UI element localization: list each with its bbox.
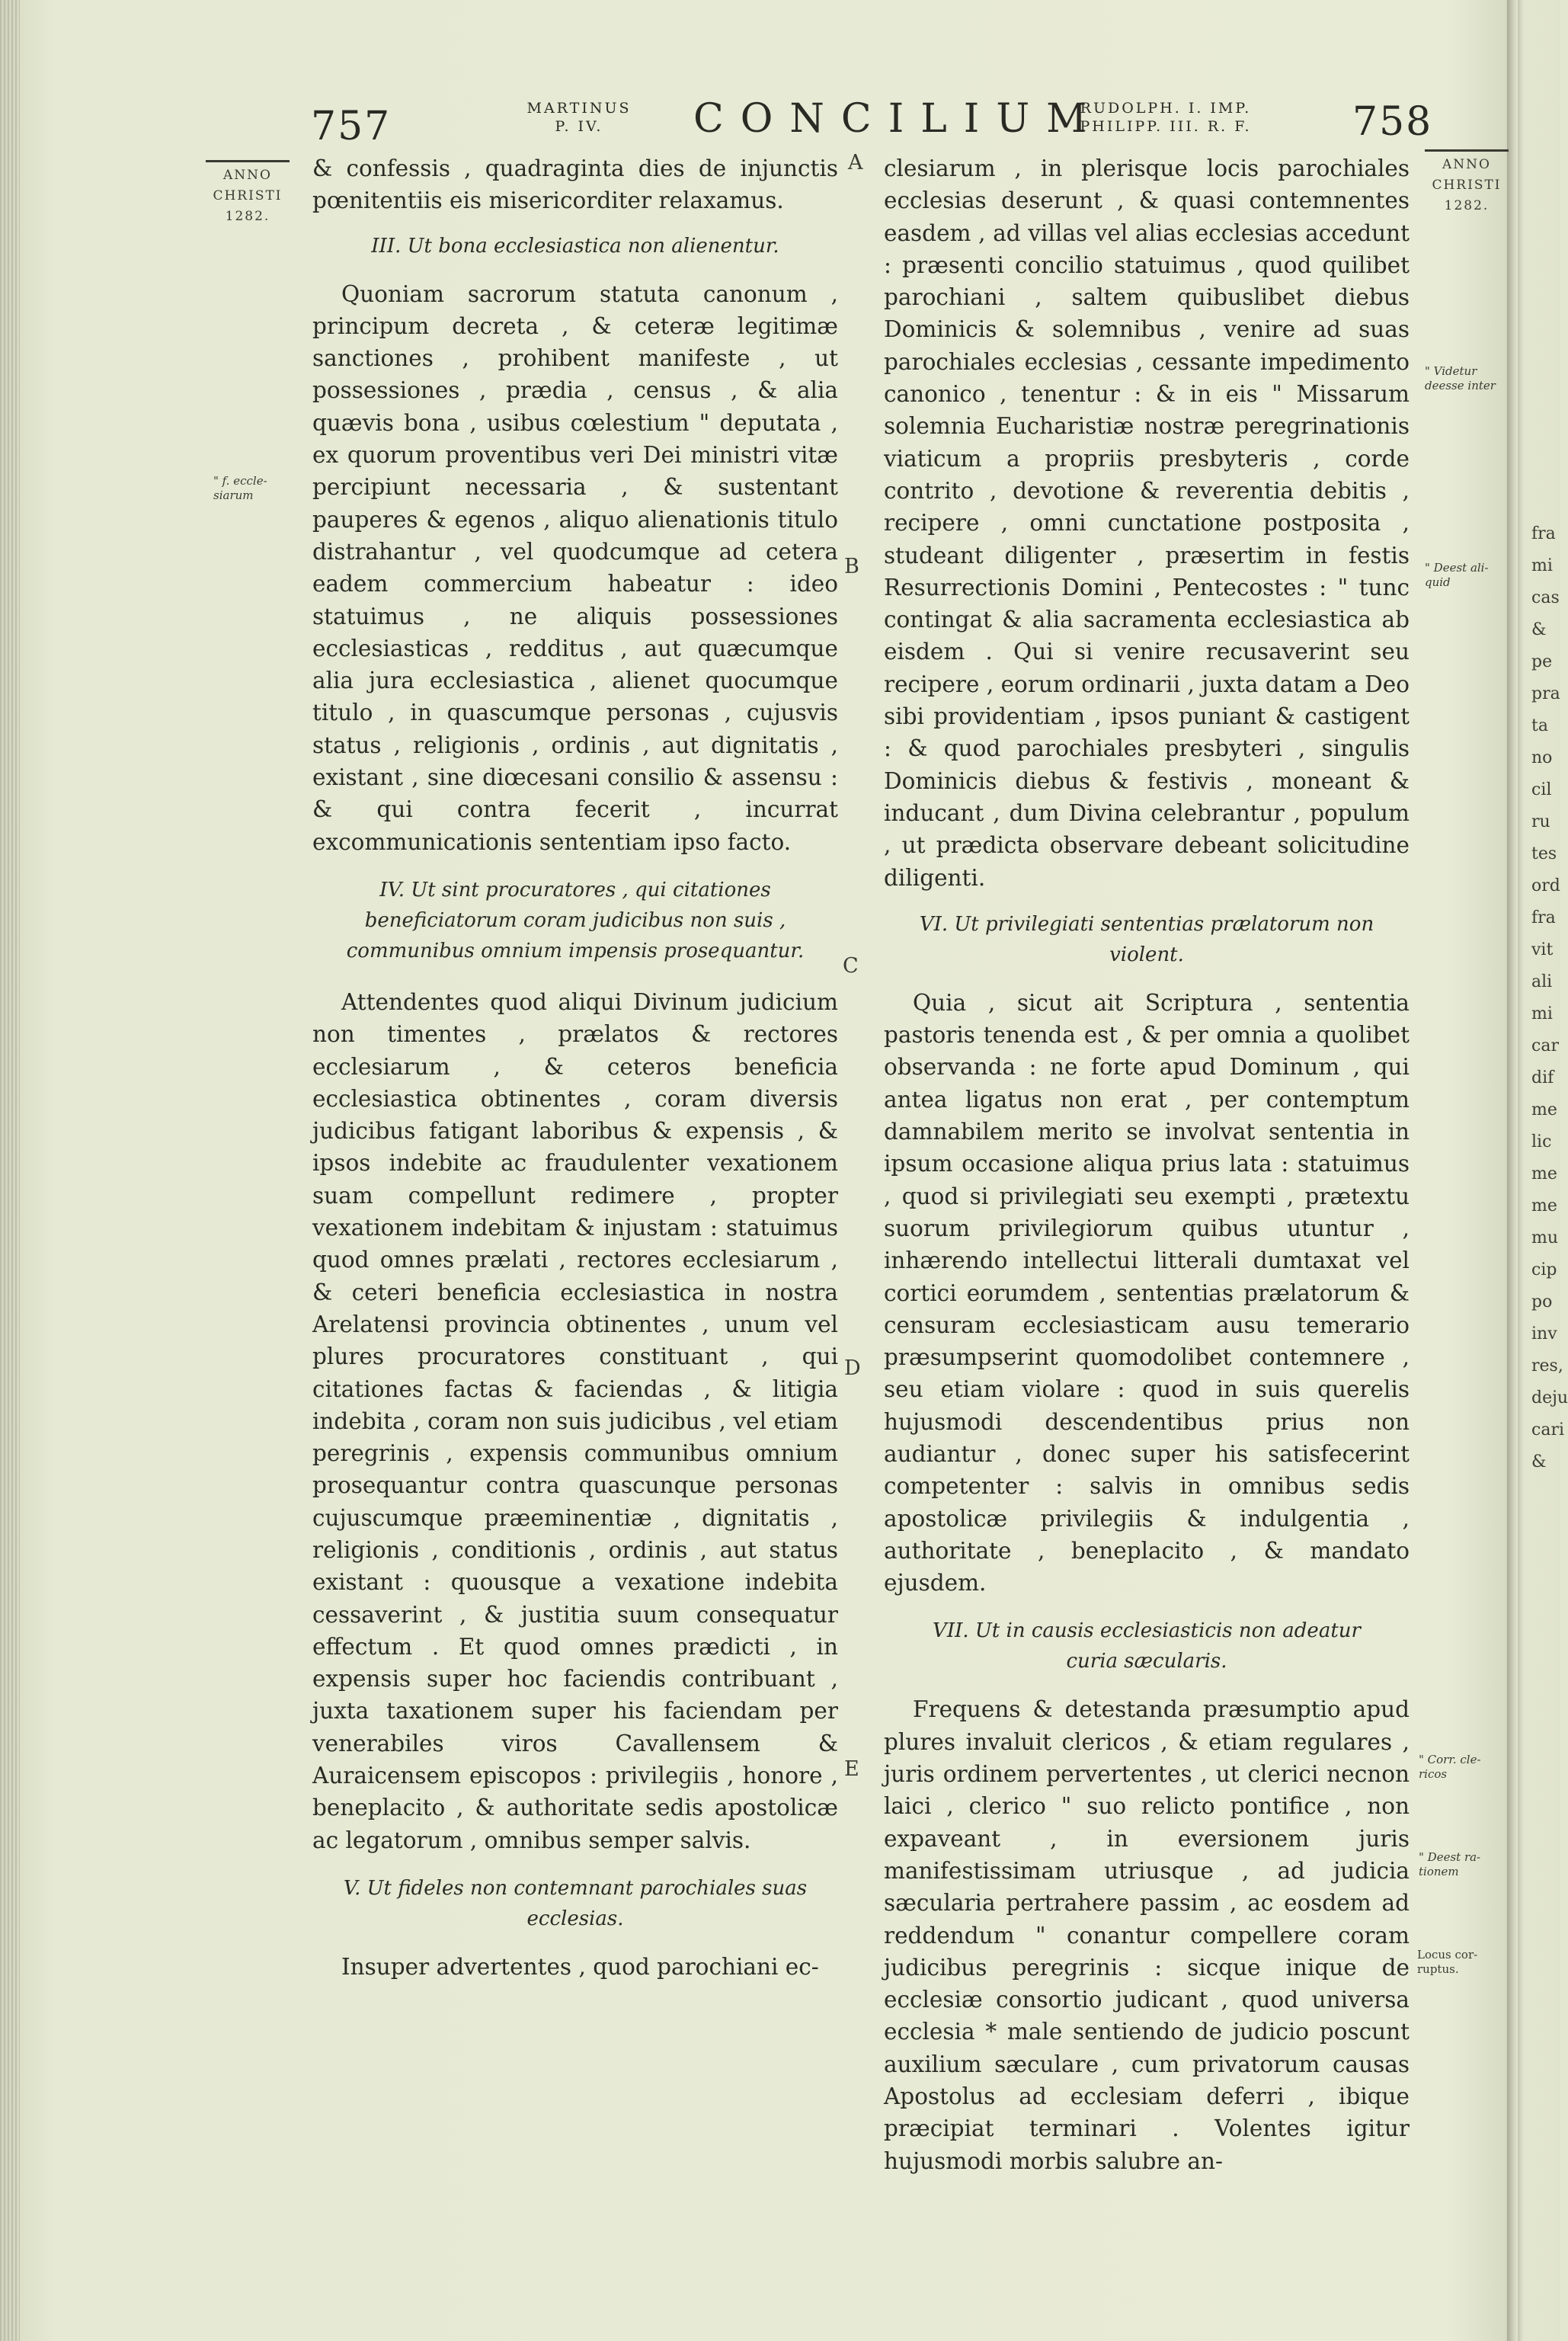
left-page-number: 757 — [311, 104, 392, 149]
right-running-top: RUDOLPH. I. IMP. — [1080, 100, 1252, 117]
page-stack-edge — [0, 0, 20, 2341]
section-letter-c: C — [843, 954, 859, 978]
edge-fragment: vit — [1531, 940, 1554, 959]
edge-fragment: tes — [1531, 844, 1557, 863]
edge-fragment: ta — [1531, 716, 1548, 735]
edge-fragment: lic — [1531, 1132, 1552, 1151]
binding-fold — [1507, 0, 1518, 2341]
chapter-7-heading: VII. Ut in causis ecclesiasticis non adeatur curia sæcularis. — [933, 1619, 1361, 1673]
edge-fragment: inv — [1531, 1324, 1557, 1343]
edge-fragment: po — [1531, 1292, 1553, 1311]
year-label: 1282. — [225, 209, 270, 224]
edge-fragment: me — [1531, 1164, 1557, 1183]
edge-fragment: car — [1531, 1036, 1559, 1055]
note-line: deesse inter — [1425, 379, 1496, 392]
edge-fragment: pra — [1531, 684, 1560, 703]
edge-fragment: dif — [1531, 1068, 1554, 1087]
edge-fragment: cip — [1531, 1260, 1557, 1279]
anno-label: ANNO — [1442, 157, 1491, 172]
left-running-head — [503, 99, 655, 136]
edge-fragment: & — [1531, 620, 1547, 639]
edge-fragment: fra — [1531, 524, 1556, 543]
chapter-4-text: Attendentes quod aliqui Divinum judicium non timentes , prælatos & rectores ecclesiarum , & ceteros beneficia ecclesiastica obtinentes , coram diversis judicibus fatigant laboribus & expensis , & ipsos indebite ac fraudulenter vexationem suam compellunt redimere , propter vexationem indebitam & injustam : statuimus quod omnes prælati , rectores ecclesiarum , & ceteri beneficia ecclesiastica in nostra Arelatensi provincia obtinentes , unum vel plures procuratores constituant , qui citationes factas & faciendas , & litigia indebita , coram non suis judicibus , vel etiam peregrinis , expensis communibus omnium prosequantur contra quascunque personas cujuscumque præeminentiæ , dignitatis , religionis , conditionis , ordinis , aut status existant : quousque a vexatione indebita cessaverint , & justitia suum consequatur effectum . Et quod omnes prædicti , in expensis super hoc faciendis contribuant , juxta taxationem super his faciendam per venerabiles viros Cavallensem & Auraicensem episcopos : privilegiis , honore , beneplacito , & authoritate sedis apostolicæ ac legatorum , omnibus semper salvis. — [312, 988, 838, 1853]
margin-note-videtur — [1425, 364, 1509, 393]
christi-label: CHRISTI — [1432, 178, 1502, 193]
chapter-3-heading: III. Ut bona ecclesiastica non alienentur. — [371, 234, 779, 258]
chapter-5-text-continued: clesiarum , in plerisque locis parochiales ecclesias deserunt , & quasi contemnentes easdem , ad villas vel alias ecclesias accedunt : præsenti concilio statuimus , quod quilibet parochiani , saltem quibuslibet diebus Dominicis & solemnibus , venire ad suas parochiales ecclesias , cessante impedimento canonico , tenentur : & in eis " Missarum solemnia Eucharistiæ nostræ peregrinationis viaticum a propriis presbyteris , corde contrito , devotione & reverentia debitis , recipere , omni cunctatione postposita , studeant diligenter , præsertim in festis Resurrectionis Domini , Pentecostes : " tunc contingat & alia sacramenta ecclesiastica ab eisdem . Qui si venire recusaverint seu recipere , eorum ordinarii , juxta datam a Deo sibi providentiam , ipsos puniant & castigent : & quod parochiales presbyteri , singulis Dominicis diebus & festivis , moneant & inducant , dum Divina celebrantur , populum , ut prædicta observare debeant solicitudine diligenti. — [884, 155, 1410, 891]
edge-fragment: me — [1531, 1100, 1557, 1119]
section-letter-d: D — [844, 1356, 861, 1380]
right-text-column — [884, 152, 1410, 2177]
note-line: tionem — [1419, 1865, 1459, 1878]
margin-note-deest-aliquid — [1425, 561, 1509, 590]
section-letter-b: B — [844, 555, 859, 578]
chapter-6-heading: VI. Ut privilegiati sententias prælatorum non violent. — [919, 912, 1374, 966]
note-line: siarum — [213, 488, 254, 502]
year-label: 1282. — [1444, 198, 1490, 213]
left-running-top: MARTINUS — [526, 100, 632, 117]
note-line: " Deest ali- — [1425, 561, 1489, 575]
note-line: " f. eccle- — [213, 474, 267, 488]
edge-fragment: mu — [1531, 1228, 1559, 1247]
note-line: " Videtur — [1425, 364, 1477, 378]
chapter-3-text: Quoniam sacrorum statuta canonum , principum decreta , & ceteræ legitimæ sanctiones , prohibent manifeste , ut possessiones , prædia , census , & alia quævis bona , usibus cœlestium " deputata , ex quorum proventibus veri Dei ministri vitæ percipiunt necessaria , & sustentant pauperes & egenos , aliquo alienationis titulo distrahantur , vel quodcumque ad cetera eadem commercium habeatur : ideo statuimus , ne aliquis possessiones ecclesiasticas , redditus , aut quæcumque alia jura ecclesiastica , alienet quocumque titulo , in quascumque personas , cujusvis status , religionis , ordinis , aut dignitatis , existant , sine diœcesani consilio & assensu : & qui contra fecerit , incurrat excommunicationis sententiam ipso facto. — [312, 280, 838, 855]
section-letter-a: A — [848, 151, 863, 175]
chapter-5-text: Insuper advertentes , quod parochiani ec- — [341, 1953, 819, 1980]
edge-fragment: ord — [1531, 876, 1560, 895]
right-running-head — [1059, 99, 1272, 136]
page-title: CONCILIUM — [693, 96, 1104, 142]
chapter-6-text: Quia , sicut ait Scriptura , sententia pastoris tenenda est , & per omnia a quolibet observanda : ne forte apud Dominum , qui antea ligatus non erat , per contemptum damnabilem merito se involvat sententia in ipsum occasione aliqua prius lata : statuimus , quod si privilegiati seu exempti , prætextu suorum privilegiorum quibus utuntur , inhærendo intellectui litterali dumtaxat vel cortici eorumdem , sententias prælatorum & censuram ecclesiasticam ausu temerario præsumpserint quomodolibet contemnere , seu etiam violare : quod in suis querelis hujusmodi descendentibus prius non audiantur , donec super his satisfecerint competenter : salvis in omnibus sedis apostolicæ privilegiis & indulgentia , authoritate , beneplacito , & mandato ejusdem. — [884, 989, 1410, 1596]
note-line: ricos — [1419, 1767, 1448, 1781]
edge-fragment: cas — [1531, 588, 1560, 607]
christi-label: CHRISTI — [213, 188, 283, 203]
edge-fragment: & — [1531, 1452, 1547, 1472]
margin-note-deest-rationem — [1419, 1850, 1510, 1879]
edge-fragment: mi — [1531, 1004, 1553, 1023]
margin-note-correctio — [1419, 1753, 1510, 1782]
running-header — [0, 90, 1560, 151]
edge-fragment: cari — [1531, 1420, 1564, 1440]
margin-note-eccle — [213, 474, 305, 503]
left-running-bottom: P. IV. — [555, 118, 603, 135]
edge-fragment: me — [1531, 1196, 1557, 1215]
edge-fragment: res, — [1531, 1356, 1563, 1375]
edge-fragment: ali — [1531, 972, 1553, 991]
edge-fragment: ru — [1531, 812, 1550, 831]
left-text-column — [312, 152, 838, 1983]
note-line: quid — [1425, 575, 1451, 589]
anno-label: ANNO — [223, 168, 272, 183]
note-line: ruptus. — [1417, 1962, 1459, 1976]
note-line: " Deest ra- — [1419, 1850, 1481, 1864]
section-letter-e: E — [844, 1757, 859, 1781]
edge-fragment: mi — [1531, 556, 1553, 575]
chapter-7-text: Frequens & detestanda præsumptio apud plures invaluit clericos , & etiam regulares , juris ordinem pervertentes , ut clerici necnon laici , clerico " suo relicto pontifice , non expaveant , in eversionem juris manifestissimam utriusque , ad judicia sæcularia pertrahere passim , ac eosdem ad reddendum " conantur compellere coram judicibus peregrinis : sicque inique de ecclesiæ consortio judicant , quod universa ecclesia * male sentiendo de judicio poscunt auxilium sæculare , cum privatorum causas Apostolus ad ecclesiam deferri , ibique præcipiat terminari . Volentes igitur hujusmodi morbis salubre an- — [884, 1696, 1410, 2174]
edge-fragment: no — [1531, 748, 1553, 767]
edge-fragment: pe — [1531, 652, 1553, 671]
right-page-number: 758 — [1352, 99, 1433, 145]
right-year-marker — [1425, 149, 1509, 216]
chapter-5-heading: V. Ut fideles non contemnant parochiales suas ecclesias. — [343, 1876, 808, 1930]
edge-fragment: cil — [1531, 780, 1552, 799]
right-running-bottom: PHILIPP. III. R. F. — [1080, 118, 1252, 135]
paragraph-continued: & confessis , quadraginta dies de injunctis pœnitentiis eis misericorditer relaxamus. — [312, 155, 838, 214]
edge-fragment: deju — [1531, 1388, 1568, 1407]
note-line: " Corr. cle- — [1419, 1753, 1481, 1766]
margin-note-locus-corruptus — [1417, 1948, 1509, 1977]
chapter-4-heading: IV. Ut sint procuratores , qui citationes beneficiatorum coram judicibus non suis , communibus omnium impensis prosequantur. — [346, 878, 805, 962]
note-line: Locus cor- — [1417, 1948, 1478, 1962]
left-year-marker — [206, 160, 290, 227]
edge-fragment: fra — [1531, 908, 1556, 927]
